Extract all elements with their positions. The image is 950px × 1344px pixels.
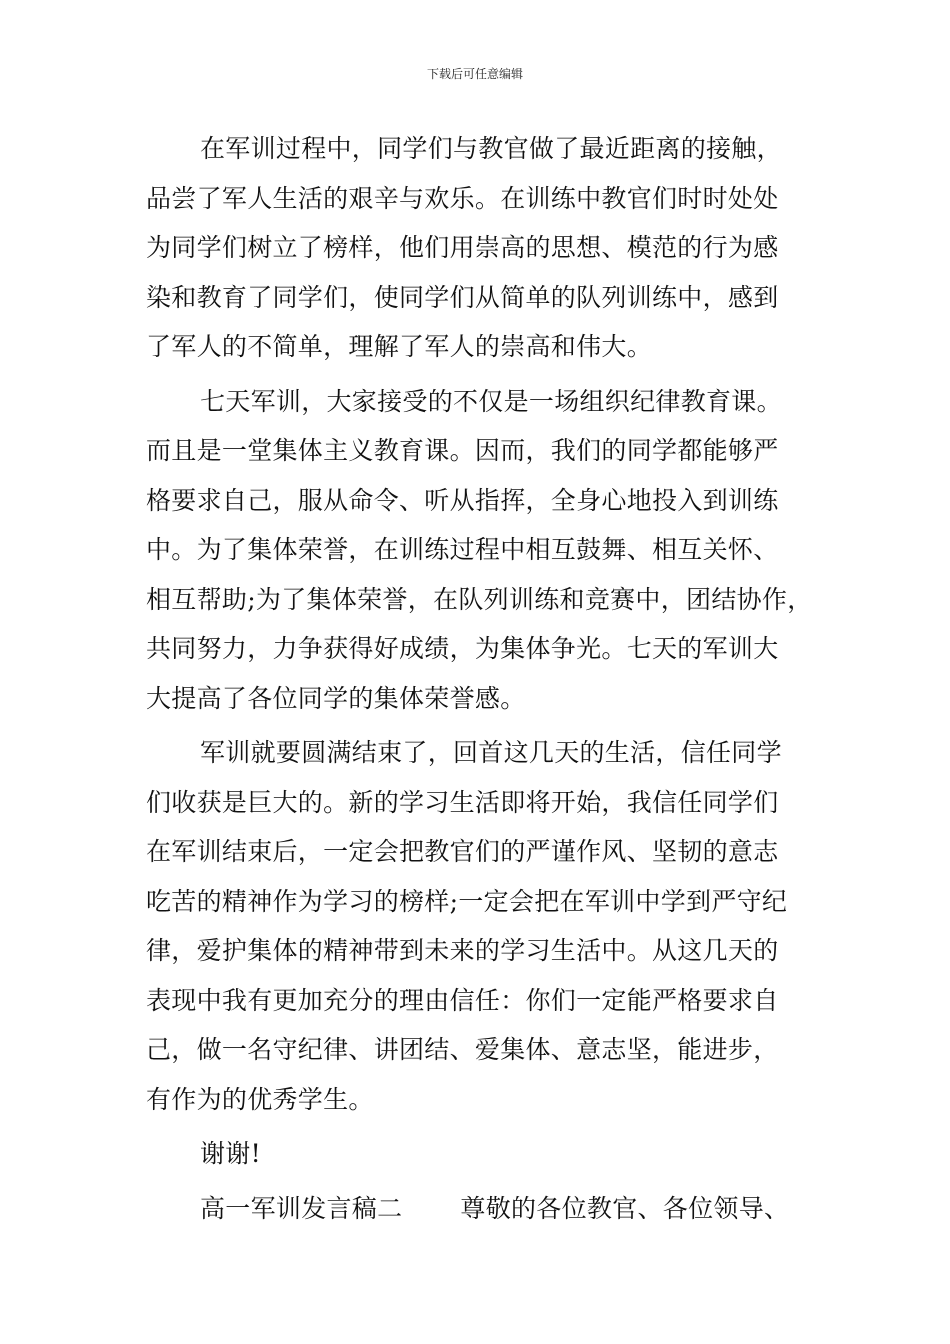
- text-line: 共同努力，力争获得好成绩，为集体争光。七天的军训大: [146, 634, 779, 663]
- text-line: 吃苦的精神作为学习的榜样;一定会把在军训中学到严守纪: [146, 886, 788, 916]
- text-line: 格要求自己，服从命令、听从指挥，全身心地投入到训练: [146, 485, 779, 515]
- text-line: 染和教育了同学们，使同学们从简单的队列训练中，感到: [146, 282, 779, 312]
- text-line: 七天军训，大家接受的不仅是一场组织纪律教育课。: [200, 386, 782, 416]
- next-speech-salutation: 尊敬的各位教官、各位领导、: [460, 1193, 790, 1223]
- text-line: 在军训结束后，一定会把教官们的严谨作风、坚韧的意志: [146, 837, 779, 866]
- text-line: 表现中我有更加充分的理由信任：你们一定能严格要求自: [146, 985, 779, 1015]
- text-line: 了军人的不简单，理解了军人的崇高和伟大。: [146, 332, 653, 361]
- text-line: 相互帮助;为了集体荣誉，在队列训练和竞赛中，团结协作，: [146, 584, 813, 614]
- text-line: 品尝了军人生活的艰辛与欢乐。在训练中教官们时时处处: [146, 183, 779, 213]
- paragraph: [146, 728, 846, 1124]
- page-header: 下载后可任意编辑: [426, 67, 523, 81]
- text-line: 己，做一名守纪律、讲团结、爱集体、意志坚，能进步，: [146, 1035, 779, 1064]
- text-line: 中。为了集体荣誉，在训练过程中相互鼓舞、相互关怀、: [146, 535, 779, 564]
- text-line: 律，爱护集体的精神带到未来的学习生活中。从这几天的: [146, 936, 779, 965]
- closing-line: 谢谢!: [200, 1139, 261, 1168]
- text-line: 有作为的优秀学生。: [146, 1084, 374, 1114]
- text-line: 大提高了各位同学的集体荣誉感。: [146, 683, 526, 713]
- next-speech-title: 高一军训发言稿二: [200, 1193, 403, 1223]
- next-speech-heading: [146, 1184, 846, 1234]
- document-body: [146, 124, 846, 1233]
- text-line: 而且是一堂集体主义教育课。因而，我们的同学都能够严: [146, 436, 779, 465]
- text-line: 军训就要圆满结束了，回首这几天的生活，信任同学: [200, 738, 782, 767]
- text-line: 在军训过程中，同学们与教官做了最近距离的接触，: [200, 134, 782, 163]
- text-line: 们收获是巨大的。新的学习生活即将开始，我信任同学们: [146, 787, 779, 817]
- text-line: 为同学们树立了榜样，他们用崇高的思想、模范的行为感: [146, 233, 779, 262]
- paragraph: [146, 377, 846, 724]
- paragraph: [146, 124, 846, 372]
